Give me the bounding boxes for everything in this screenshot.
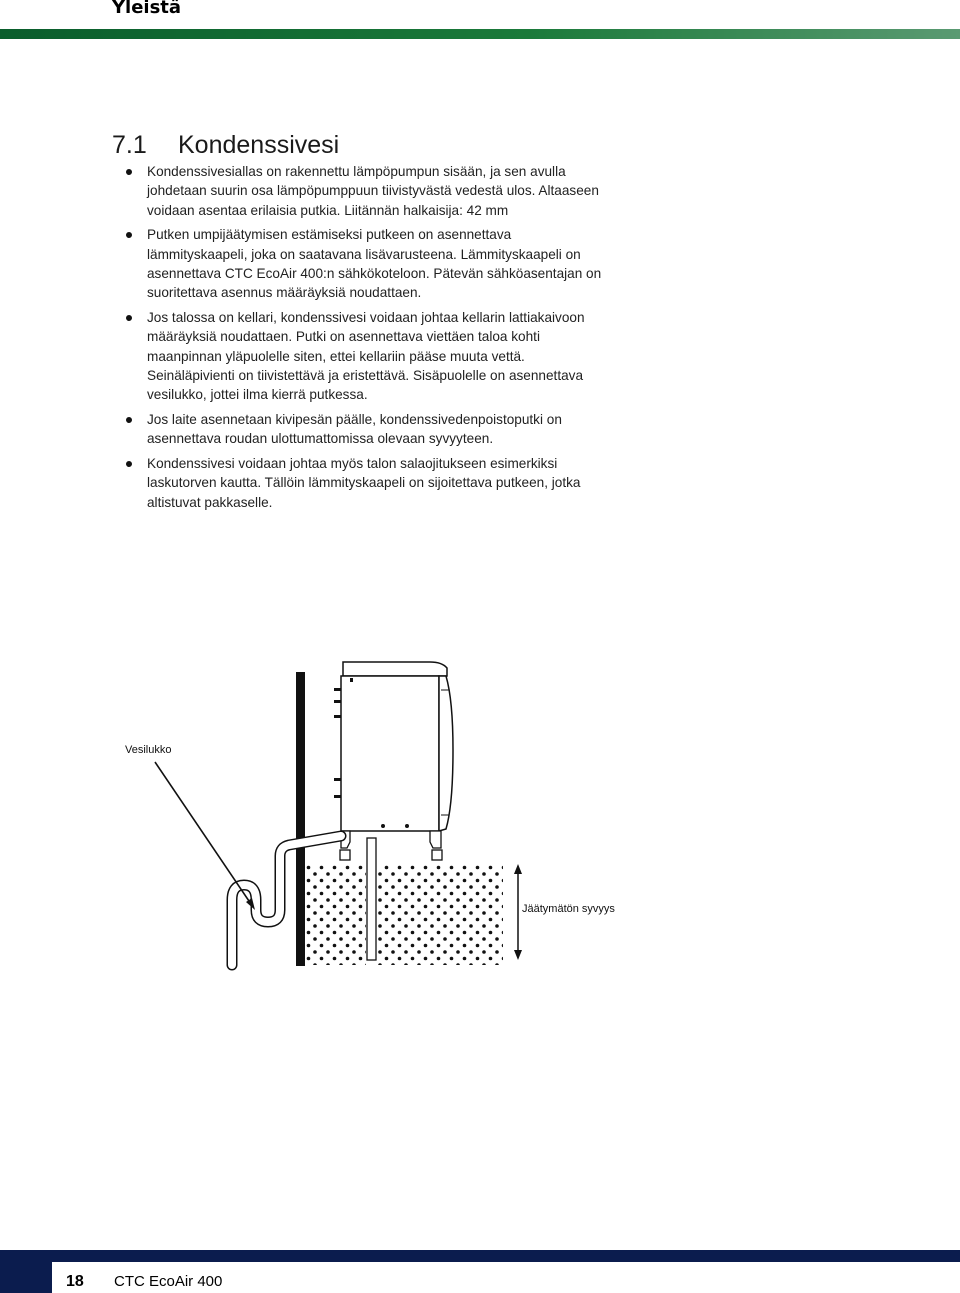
- bullet-item: Kondenssivesiallas on rakennettu lämpöpumpun sisään, ja sen avulla johdetaan suurin osa lämpöpumppuun tiivistyvästä vedestä ulos. Altaaseen voidaan asentaa erilaisia putkia. Liitännän halkaisija: 42 mm: [125, 162, 605, 220]
- bullet-item: Putken umpijäätymisen estämiseksi putkeen on asennettava lämmityskaapeli, joka on saatavana lisävarusteena. Lämmityskaapeli on asennettava CTC EcoAir 400:n sähkökoteloon. Pätevän sähköasentajan on suoritettava asennus määräyksiä noudattaen.: [125, 225, 605, 303]
- document-name: CTC EcoAir 400: [114, 1273, 223, 1290]
- header-accent-bar: [0, 29, 960, 39]
- section-title: Kondenssivesi: [178, 130, 340, 159]
- gravel-bed: [300, 865, 503, 965]
- section-number: 7.1: [112, 130, 147, 159]
- section-heading: [112, 131, 339, 160]
- depth-label: Jäätymätön syvyys: [522, 903, 615, 915]
- bullet-item: Kondenssivesi voidaan johtaa myös talon salaojitukseen esimerkiksi laskutorven kautta. Tällöin lämmityskaapeli on sijoitettava putkeen, jotka altistuvat pakkaselle.: [125, 454, 605, 512]
- bullet-list: [125, 162, 605, 517]
- drain-pipe: [367, 838, 376, 960]
- trap-leader-line: [155, 762, 251, 904]
- depth-arrow-bottom: [514, 950, 522, 960]
- installation-figure: [0, 640, 960, 980]
- heat-pump-unit: [334, 662, 453, 860]
- depth-arrow-top: [514, 864, 522, 874]
- bullet-item: Jos talossa on kellari, kondenssivesi voidaan johtaa kellarin lattiakaivoon määräyksiä noudattaen. Putki on asennettava viettäen taloa kohti maanpinnan yläpuolelle siten, ettei kellariin pääse muuta vettä. Seinäläpivienti on tiivistettävä ja eristettävä. Sisäpuolelle on asennettava vesilukko, jottei ilma kierrä putkessa.: [125, 308, 605, 405]
- trap-label: Vesilukko: [125, 744, 172, 756]
- bullet-item: Jos laite asennetaan kivipesän päälle, kondenssivedenpoistoputki on asennettava roudan ulottumattomissa olevaan syvyyteen.: [125, 410, 605, 449]
- house-wall: [296, 672, 305, 966]
- page-number: 18: [66, 1273, 84, 1290]
- running-header: Yleistä: [112, 0, 182, 18]
